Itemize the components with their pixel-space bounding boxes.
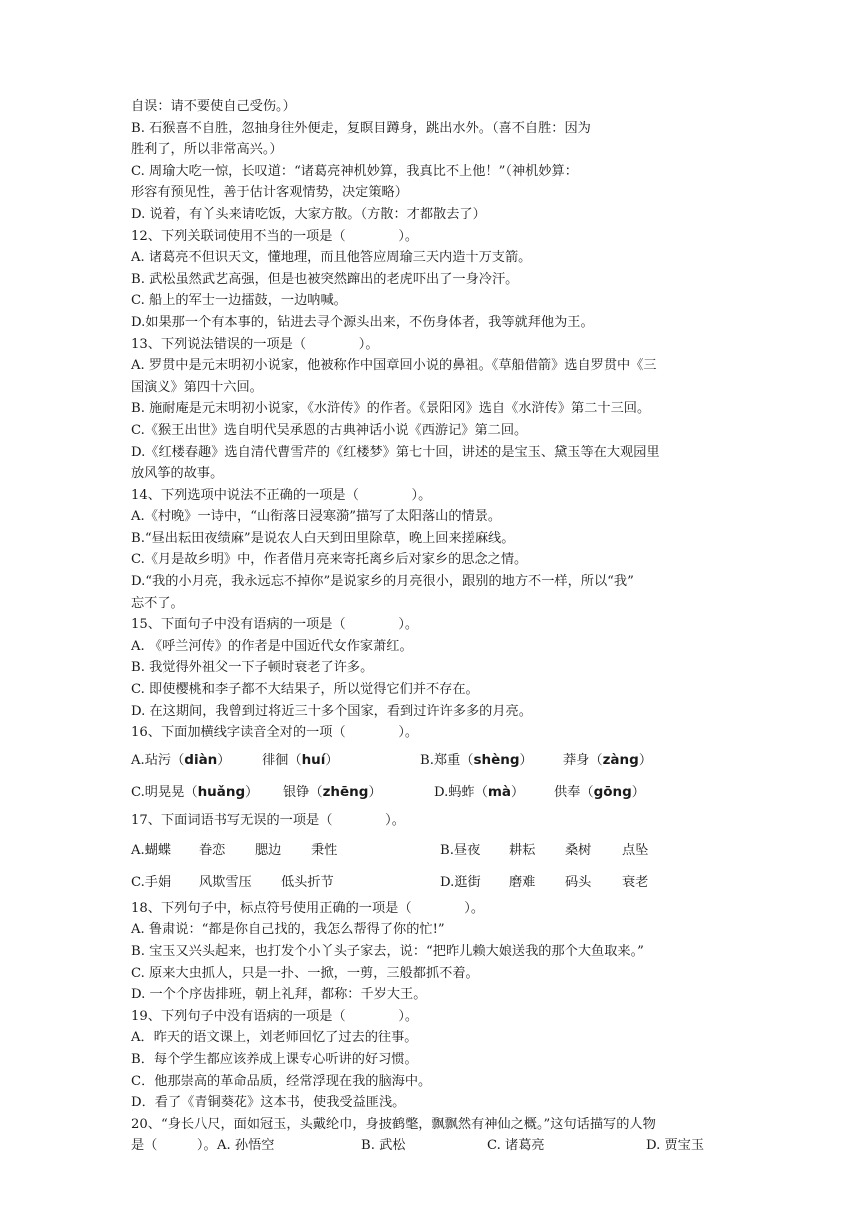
q16-option-d1: D.蚂蚱（mà）	[434, 784, 525, 801]
q20-lead: 是（ ）。	[131, 1138, 217, 1154]
text-line: D.“我的小月亮，我永远忘不掉你”是说家乡的月亮很小，跟别的地方不一样，所以“我”	[131, 574, 634, 590]
question-15: 15、下面句子中没有语病的一项是（ ）。	[131, 617, 419, 633]
text-line: 忘不了。	[131, 595, 184, 611]
q16-row-cd	[131, 782, 731, 804]
question-14: 14、下列选项中说法不正确的一项是（ ）。	[131, 487, 432, 503]
text-line: A. 罗贯中是元末明初小说家，他被称作中国章回小说的鼻祖。《草船借箭》选自罗贯中《三	[131, 358, 657, 374]
q16-option-c1: C.明晃晃（huǎng）	[131, 784, 259, 801]
text-line: 国演义》第四十六回。	[131, 379, 263, 395]
q17-word: 耕耘	[509, 842, 536, 858]
q16-row-ab	[131, 750, 731, 772]
q17-word: 衰老	[622, 875, 649, 891]
text-line: A．昨天的语文课上，刘老师回忆了过去的往事。	[131, 1030, 418, 1046]
text-line: A. 鲁肃说：“都是你自己找的，我怎么帮得了你的忙!”	[131, 922, 445, 938]
q17-row-cd	[131, 872, 731, 894]
q17-word: C.手娟	[131, 875, 172, 891]
question-20: 20、“身长八尺，面如冠玉，头戴纶巾，身披鹤氅，飘飘然有神仙之概。”这句话描写的人物	[131, 1116, 656, 1132]
question-18: 18、下列句子中，标点符号使用正确的一项是（ ）。	[131, 900, 485, 916]
text-line: A. 诸葛亮不但识天文，懂地理，而且他答应周瑜三天内造十万支箭。	[131, 250, 532, 266]
question-17: 17、下面词语书写无误的一项是（ ）。	[131, 813, 405, 828]
text-line: C.《猴王出世》选自明代吴承恩的古典神话小说《西游记》第二回。	[131, 422, 528, 438]
text-line: C. 周瑜大吃一惊，长叹道：“诸葛亮神机妙算，我真比不上他！”（神机妙算：	[131, 163, 578, 179]
text-line: B.“昼出耘田夜绩麻”是说农人白天到田里除草，晚上回来搓麻线。	[131, 530, 515, 546]
q16-option-c2: 银铮（zhēng）	[283, 784, 382, 801]
text-line: D．看了《青铜葵花》这本书，使我受益匪浅。	[131, 1095, 406, 1111]
question-12: 12、下列关联词使用不当的一项是（ ）。	[131, 228, 419, 244]
text-line: 放风筝的故事。	[131, 466, 224, 482]
q16-option-a1: A.玷污（diàn）	[131, 751, 231, 768]
text-line: 胜利了，所以非常高兴。）	[131, 142, 283, 158]
text-line: B. 我觉得外祖父一下子顿时衰老了许多。	[131, 660, 374, 676]
text-line: D. 说着，有丫头来请吃饭，大家方散。（方散：才都散去了）	[131, 206, 486, 222]
q16-option-d2: 供奉（gōng）	[554, 784, 645, 801]
text-line: C. 即使樱桃和李子都不大结果子，所以觉得它们并不存在。	[131, 682, 479, 698]
text-line: D.如果那一个有本事的，钻进去寻个源头出来，不伤身体者，我等就拜他为王。	[131, 314, 594, 330]
q17-word: 风欺雪压	[199, 875, 252, 891]
q17-word: 点坠	[622, 842, 649, 858]
q20-option-a: A. 孙悟空	[217, 1138, 275, 1154]
text-line: B. 施耐庵是元末明初小说家，《水浒传》的作者。《景阳冈》选自《水浒传》第二十三回。	[131, 401, 651, 417]
q17-word: 码头	[565, 875, 592, 891]
text-line: D.《红楼春趣》选自清代曹雪芹的《红楼梦》第七十回，讲述的是宝玉、黛玉等在大观园里	[131, 444, 660, 460]
q20-option-b: B. 武松	[361, 1138, 406, 1154]
text-line: C. 船上的军士一边擂鼓，一边呐喊。	[131, 293, 347, 309]
question-16: 16、下面加横线字读音全对的一项（ ）。	[131, 725, 419, 741]
q17-word: 桑树	[565, 842, 592, 858]
document-page	[131, 96, 731, 1157]
text-line: B. 石猴喜不自胜，忽抽身往外便走，复瞑目蹲身，跳出水外。（喜不自胜：因为	[131, 120, 591, 136]
q16-option-b1: B.郑重（shèng）	[420, 751, 533, 768]
text-line: B．每个学生都应该养成上课专心听讲的好习惯。	[131, 1051, 418, 1067]
q17-word: 低头折节	[281, 875, 334, 891]
question-19: 19、下列句子中没有语病的一项是（ ）。	[131, 1008, 419, 1024]
text-line: A.《村晚》一诗中，“山衔落日浸寒漪”描写了太阳落山的情景。	[131, 509, 502, 525]
q17-word: 眷恋	[199, 842, 226, 858]
q20-option-d: D. 贾宝玉	[646, 1138, 705, 1154]
question-13: 13、下列说法错误的一项是（ ）。	[131, 336, 379, 352]
q16-option-a2: 徘徊（huí）	[262, 751, 339, 768]
q17-word: 秉性	[311, 842, 338, 858]
q20-options	[131, 1135, 731, 1157]
text-line: B. 宝玉又兴头起来，也打发个小丫头子家去，说：“把昨儿赖大娘送我的那个大鱼取来。”	[131, 943, 644, 959]
q16-option-b2: 莽身（zàng）	[563, 751, 652, 768]
text-line: D. 在这期间，我曾到过将近三十多个国家，看到过许许多多的月亮。	[131, 703, 532, 719]
q17-word: 磨难	[509, 875, 536, 891]
text-line: D. 一个个序齿排班，朝上礼拜，都称：千岁大王。	[131, 987, 427, 1003]
q20-option-c: C. 诸葛亮	[487, 1138, 545, 1154]
text-line: 形容有预见性，善于估计客观情势，决定策略）	[131, 185, 408, 201]
text-line: A. 《呼兰河传》的作者是中国近代女作家萧红。	[131, 638, 413, 654]
text-line: B. 武松虽然武艺高强，但是也被突然蹿出的老虎吓出了一身冷汗。	[131, 271, 519, 287]
text-line: 自误：请不要使自己受伤。）	[131, 99, 296, 114]
q17-word: D.逛街	[440, 875, 481, 891]
text-line: C．他那崇高的革命品质，经常浮现在我的脑海中。	[131, 1073, 432, 1089]
q17-word: A.蝴蝶	[131, 842, 172, 858]
text-line: C. 原来大虫抓人，只是一扑、一掀，一剪，三般都抓不着。	[131, 965, 479, 981]
text-line: C.《月是故乡明》中，作者借月亮来寄托离乡后对家乡的思念之情。	[131, 552, 528, 568]
q17-row-ab	[131, 840, 731, 862]
q17-word: 腮边	[255, 842, 282, 858]
q17-word: B.昼夜	[440, 842, 481, 858]
